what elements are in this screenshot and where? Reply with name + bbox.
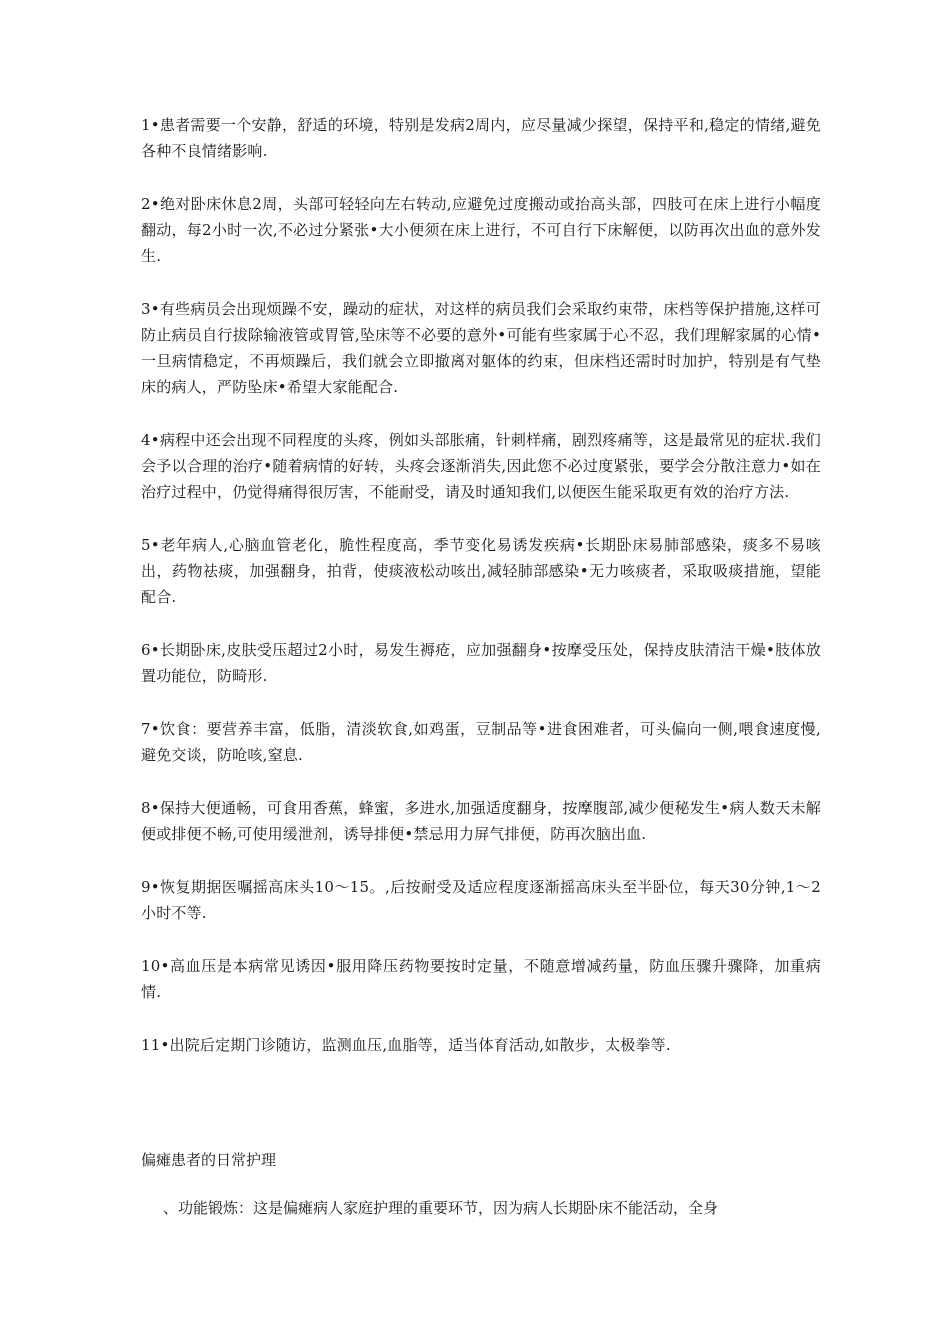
document-page xyxy=(141,112,821,1221)
paragraph-9: 9•恢复期据医嘱摇高床头10〜15。,后按耐受及适应程度逐渐摇高床头至半卧位，每天30分钟,1〜2小时不等. xyxy=(141,878,821,922)
paragraph-11: 11•出院后定期门诊随访，监测血压,血脂等，适当体育活动,如散步，太极拳等. xyxy=(141,1036,671,1054)
paragraph-3: 3•有些病员会出现烦躁不安，躁动的症状，对这样的病员我们会采取约束带，床档等保护措施,这样可防止病员自行拔除输液管或胃管,坠床等不必要的意外•可能有些家属于心不忍，我们理解家属的心情•一旦病情稳定，不再烦躁后，我们就会立即撤离对躯体的约束，但床档还需时时加护，特别是有气垫床的病人，严防坠床•希望大家能配合. xyxy=(141,300,821,396)
paragraph-2: 2•绝对卧床休息2周，头部可轻轻向左右转动,应避免过度搬动或抬高头部，四肢可在床上进行小幅度翻动，每2小时一次,不必过分紧张•大小便须在床上进行，不可自行下床解便，以防再次出血的意外发生. xyxy=(141,195,821,265)
section-spacer xyxy=(141,1085,821,1147)
paragraph-6: 6•长期卧床,皮肤受压超过2小时，易发生褥疮，应加强翻身•按摩受压处，保持皮肤清洁干燥•肢体放置功能位，防畸形. xyxy=(141,641,821,685)
paragraph-1: 1•患者需要一个安静，舒适的环境，特别是发病2周内，应尽量减少探望，保持平和,稳定的情绪,避免各种不良情绪影响. xyxy=(141,116,821,160)
paragraph-4: 4•病程中还会出现不同程度的头疼，例如头部胀痛，针刺样痛，剧烈疼痛等，这是最常见的症状.我们会予以合理的治疗•随着病情的好转，头疼会逐渐消失,因此您不必过度紧张，要学会分散注意力•如在治疗过程中，仍觉得痛得很厉害，不能耐受，请及时通知我们,以便医生能采取更有效的治疗方法. xyxy=(141,431,821,501)
paragraph-7: 7•饮食：要营养丰富，低脂，清淡软食,如鸡蛋，豆制品等•进食困难者，可头偏向一侧,喂食速度慢,避免交谈，防呛咳,窒息. xyxy=(141,720,821,764)
paragraph-8: 8•保持大便通畅，可食用香蕉，蜂蜜，多进水,加强适度翻身，按摩腹部,减少便秘发生•病人数天未解便或排便不畅,可使用缓泄剂，诱导排便•禁忌用力屏气排便，防再次脑出血. xyxy=(141,799,821,843)
section-first-line: 、功能锻炼：这是偏瘫病人家庭护理的重要环节，因为病人长期卧床不能活动，全身 xyxy=(163,1199,719,1217)
paragraph-5: 5•老年病人,心脑血管老化，脆性程度高，季节变化易诱发疾病•长期卧床易肺部感染，痰多不易咳出，药物祛痰，加强翻身，拍背，使痰液松动咳出,减轻肺部感染•无力咳痰者，采取吸痰措施，望能配合. xyxy=(141,536,821,606)
paragraph-10: 10•高血压是本病常见诱因•服用降压药物要按时定量，不随意增减药量，防血压骤升骤降，加重病情. xyxy=(141,957,821,1001)
section-title: 偏瘫患者的日常护理 xyxy=(141,1151,277,1169)
